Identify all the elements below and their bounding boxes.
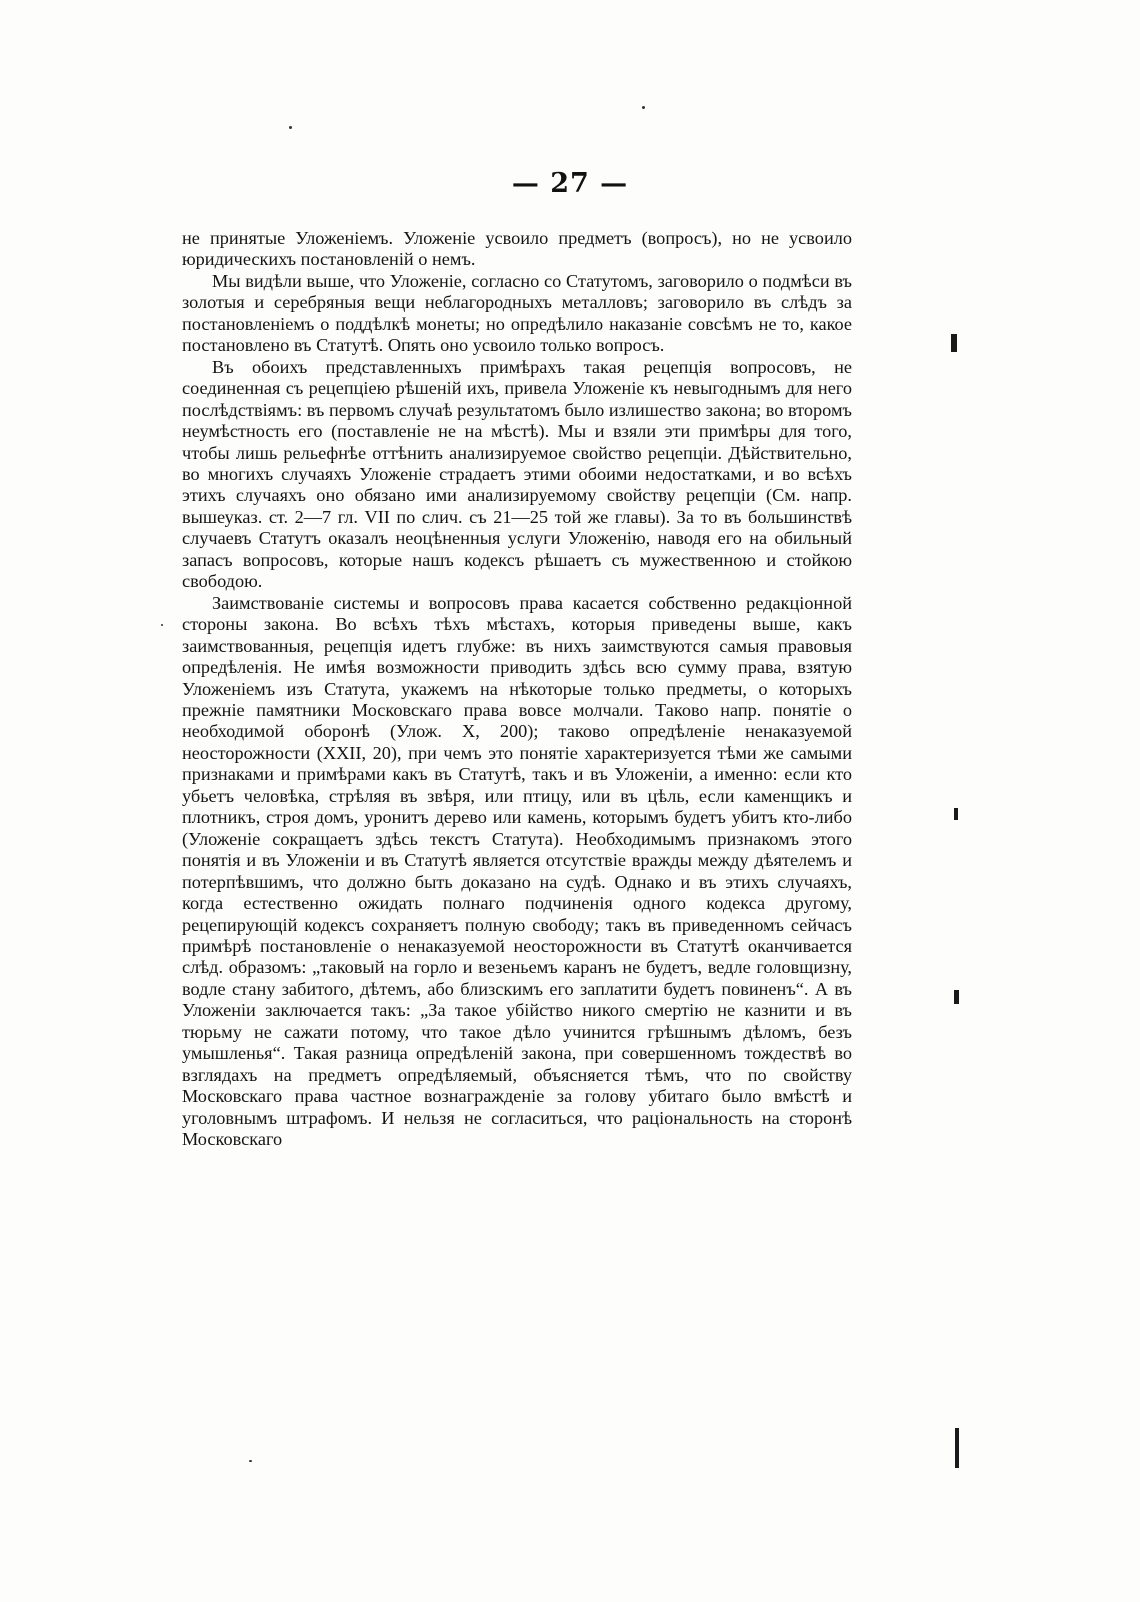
margin-mark-4 — [955, 1428, 959, 1468]
margin-mark-1 — [951, 334, 957, 352]
speck-1 — [289, 126, 292, 129]
page-number: — 27 — — [511, 168, 629, 199]
speck-3 — [161, 624, 163, 626]
paragraph-2: Мы видѣли выше, что Уложеніе, согласно со Статутомъ, заговорило о подмѣси въ золотыя и серебряныя вещи неблагородныхъ металловъ; заговорило въ слѣдъ за постановленіемъ о поддѣлкѣ монеты; но опредѣлило наказаніе совсѣмъ не то, какое постановлено въ Статутѣ. Опять оно усвоило только вопросъ. — [182, 270, 852, 356]
margin-mark-3 — [954, 990, 959, 1004]
body-text — [182, 228, 852, 1150]
speck-4 — [249, 1460, 252, 1462]
margin-mark-2 — [954, 808, 958, 820]
paragraph-4: Заимствованіе системы и вопросовъ права касается собственно редакціонной стороны закона. Во всѣхъ тѣхъ мѣстахъ, которыя приведены выше, какъ заимствованныя, рецепція идетъ глубже: въ нихъ заимствуются самыя правовыя опредѣленія. Не имѣя возможности приводить здѣсь всю сумму права, взятую Уложеніемъ изъ Статута, укажемъ на нѣкоторые только предметы, о которыхъ прежніе памятники Московскаго права вовсе молчали. Таково напр. понятіе о необходимой обоpонѣ (Улож. X, 200); таково опредѣленіе ненаказуемой неосторожности (XXII, 20), при чемъ это понятіе характеризуется тѣми же самыми признаками и примѣрами какъ въ Статутѣ, такъ и въ Уложеніи, а именно: если кто убьетъ человѣка, стрѣляя въ звѣря, или птицу, или въ цѣль, если каменщикъ и плотникъ, строя домъ, уронитъ дерево или камень, которымъ будетъ убитъ кто-либо (Уложеніе сокращаетъ здѣсь текстъ Статута). Необходимымъ признакомъ этого понятія и въ Уложеніи и въ Статутѣ является отсутствіе вражды между дѣятелемъ и потерпѣвшимъ, что должно быть доказано на судѣ. Однако и въ этихъ случаяхъ, когда естественно ожидать полнаго подчиненія одного кодекса другому, рецепирующій кодексъ сохраняетъ полную свободу; такъ въ приведенномъ сейчасъ примѣрѣ постановленіе о ненаказуемой неосторожности въ Статутѣ оканчивается слѣд. образомъ: „таковый на горло и везеньемъ каранъ не будетъ, ведле головщизну, водле стану забитого, дѣтемъ, або близскимъ его заплатити будетъ повиненъ“. А въ Уложеніи заключается такъ: „За такое убійство никого смертію не казнити и въ тюрьму не сажати потому, что такое дѣло учинится грѣшнымъ дѣломъ, безъ умышленья“. Такая разница опредѣленій закона, при совершенномъ тождествѣ во взглядахъ на предметъ опредѣляемый, объясняется тѣмъ, что по свойству Московскаго права частное вознагражденіе за голову убитаго было вмѣстѣ и уголовнымъ штрафомъ. И нельзя не согласиться, что раціональность на сторонѣ Московскаго — [182, 592, 852, 1150]
speck-2 — [642, 106, 645, 109]
paragraph-3: Въ обоихъ представленныхъ примѣрахъ такая рецепція вопросовъ, не соединенная съ рецепціею рѣшеній ихъ, привела Уложеніе къ невыгоднымъ для него послѣдствіямъ: въ первомъ случаѣ результатомъ было излишество закона; во второмъ неумѣстность его (поставленіе не на мѣстѣ). Мы и взяли эти примѣры для того, чтобы лишь рельефнѣе оттѣнить анализируемое свойство рецепціи. Дѣйствительно, во многихъ случаяхъ Уложеніе страдаетъ этими обоими недостатками, и во всѣхъ этихъ случаяхъ оно обязано ими анализируемому свойству рецепціи (См. напр. вышеуказ. ст. 2—7 гл. VII по слич. съ 21—25 той же главы). За то въ большинствѣ случаевъ Статутъ оказалъ неоцѣненныя услуги Уложенію, наводя его на обильный запасъ вопросовъ, которые нашъ кодексъ рѣшаетъ съ мужественною и стойкою свободою. — [182, 356, 852, 592]
paragraph-1: не принятые Уложеніемъ. Уложеніе усвоило предметъ (вопросъ), но не усвоило юридическихъ постановленій о немъ. — [182, 228, 852, 270]
